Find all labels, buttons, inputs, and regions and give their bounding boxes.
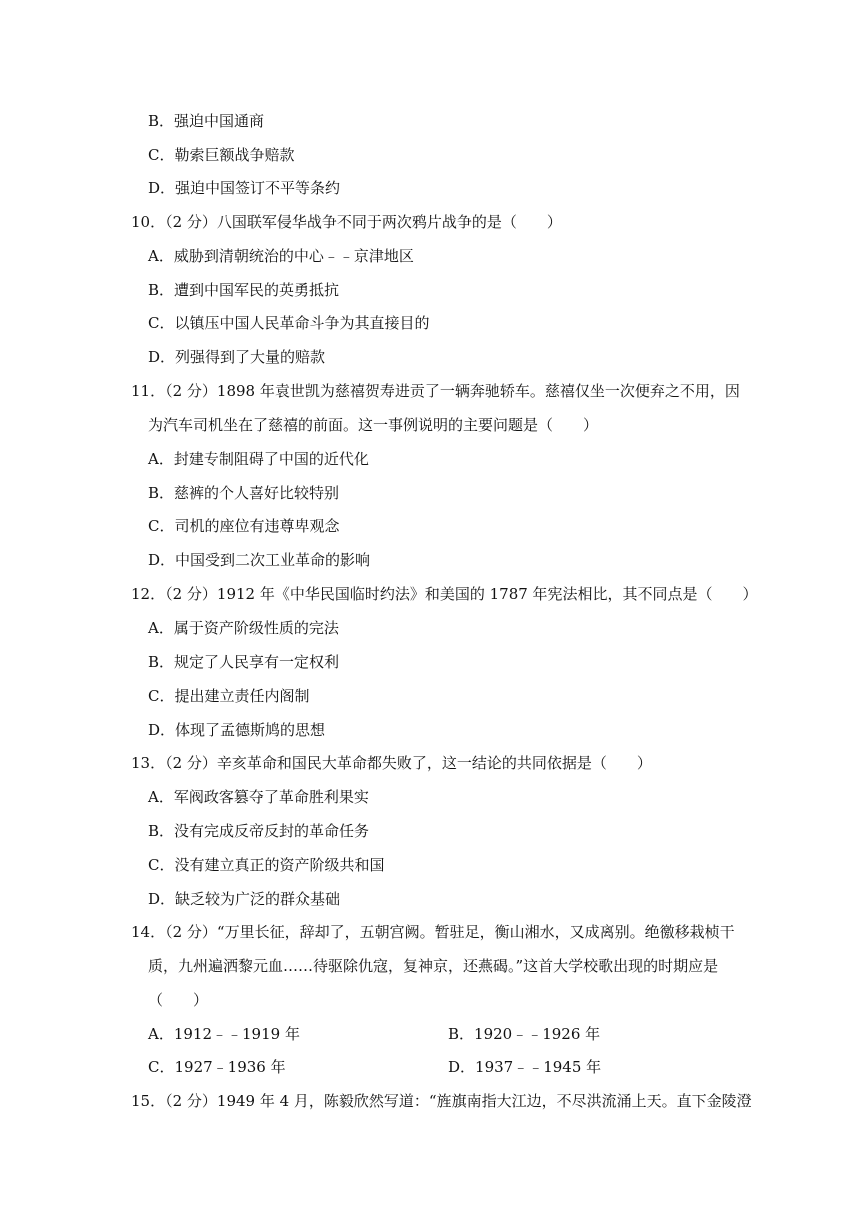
question-14-stem-line1: 14．（2 分）“万里长征，辞却了，五朝宫阙。暂驻足，衡山湘水，又成离别。绝徼移栽桢干 — [131, 923, 735, 941]
question-14-option-c: C．1927﹣1936 年 — [148, 1058, 286, 1076]
question-11-option-c: C．司机的座位有违尊卑观念 — [148, 517, 340, 535]
question-12-option-d: D．体现了孟德斯鸠的思想 — [148, 721, 326, 739]
question-11-stem-line1: 11．（2 分）1898 年袁世凯为慈禧贺寿进贡了一辆奔驰轿车。慈禧仅坐一次便弃之不用，因 — [131, 382, 740, 400]
question-10-option-d: D．列强得到了大量的赔款 — [148, 348, 326, 366]
question-10-stem: 10．（2 分）八国联军侵华战争不同于两次鸦片战争的是（ ） — [131, 213, 562, 231]
question-10-option-a: A．威胁到清朝统治的中心﹣﹣京津地区 — [148, 247, 414, 265]
question-13-option-c: C．没有建立真正的资产阶级共和国 — [148, 856, 385, 874]
question-14-stem-line2: 质，九州遍洒黎元血……待驱除仇寇，复神京，还燕碣。”这首大学校歌出现的时期应是 — [148, 957, 719, 975]
option-c: C．勒索巨额战争赔款 — [148, 146, 295, 164]
question-13-option-a: A．军阀政客篡夺了革命胜利果实 — [148, 788, 369, 806]
question-10-option-b: B．遭到中国军民的英勇抵抗 — [148, 281, 340, 299]
question-14-option-a: A．1912﹣﹣1919 年 — [148, 1025, 300, 1043]
question-12-option-a: A．属于资产阶级性质的完法 — [148, 619, 339, 637]
question-14-option-d: D．1937﹣﹣1945 年 — [448, 1058, 602, 1076]
question-11-option-d: D．中国受到二次工业革命的影响 — [148, 551, 371, 569]
question-11-stem-line2: 为汽车司机坐在了慈禧的前面。这一事例说明的主要问题是（ ） — [148, 416, 599, 434]
question-11-option-b: B．慈裤的个人喜好比较特别 — [148, 484, 340, 502]
question-10-option-c: C．以镇压中国人民革命斗争为其直接目的 — [148, 314, 430, 332]
question-12-option-b: B．规定了人民享有一定权利 — [148, 653, 340, 671]
question-13-stem: 13．（2 分）辛亥革命和国民大革命都失败了，这一结论的共同依据是（ ） — [131, 754, 652, 772]
question-12-stem: 12．（2 分）1912 年《中华民国临时约法》和美国的 1787 年宪法相比，其不同点是（ ） — [131, 585, 758, 603]
option-b: B．强迫中国通商 — [148, 112, 265, 130]
question-14-stem-line3: （ ） — [148, 991, 209, 1009]
question-14-option-b: B．1920﹣﹣1926 年 — [448, 1025, 601, 1043]
question-13-option-b: B．没有完成反帝反封的革命任务 — [148, 822, 370, 840]
option-d: D．强迫中国签订不平等条约 — [148, 179, 341, 197]
question-13-option-d: D．缺乏较为广泛的群众基础 — [148, 890, 341, 908]
question-15-stem-line1: 15．（2 分）1949 年 4 月，陈毅欣然写道：“旌旗南指大江边，不尽洪流涌上天。直下金陵澄 — [131, 1092, 752, 1110]
question-11-option-a: A．封建专制阻碍了中国的近代化 — [148, 450, 369, 468]
question-12-option-c: C．提出建立责任内阁制 — [148, 687, 310, 705]
